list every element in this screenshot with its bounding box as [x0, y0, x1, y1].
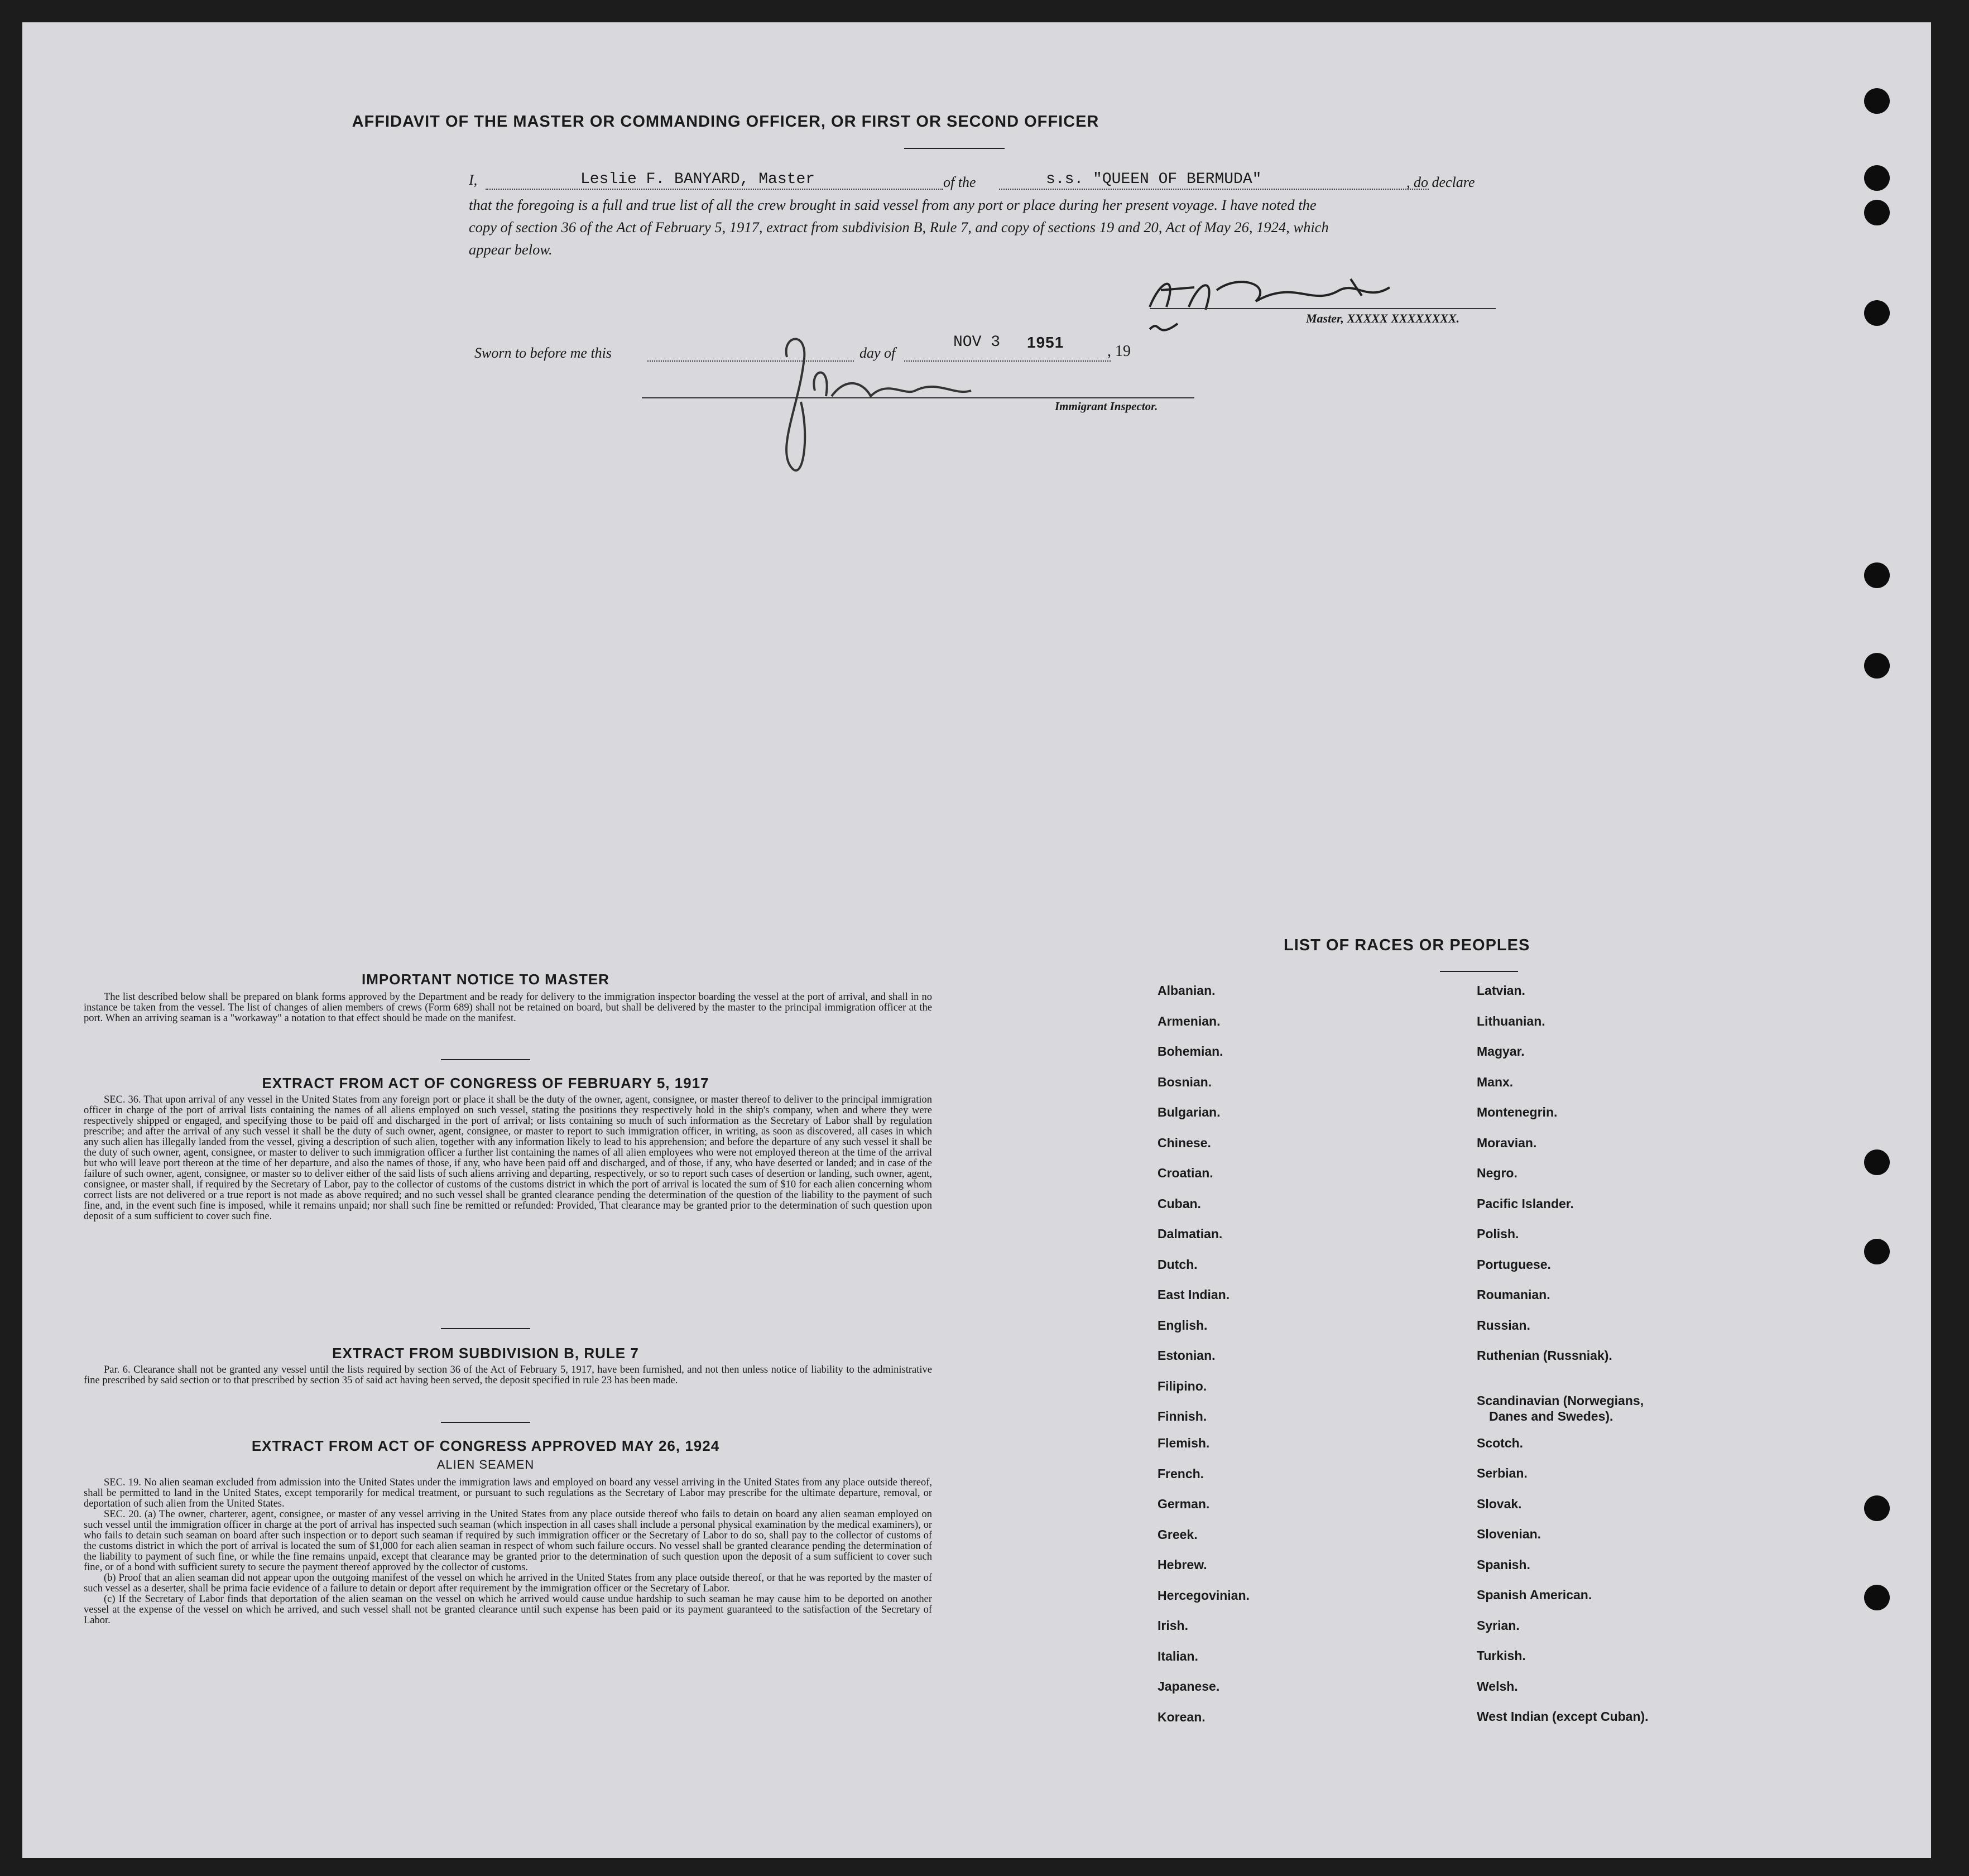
punch-hole	[1864, 1585, 1890, 1610]
race-item: Irish.	[1158, 1618, 1188, 1633]
inspector-label: Immigrant Inspector.	[1055, 400, 1158, 413]
of-the-label: of the	[943, 174, 976, 190]
sec19-paragraph: SEC. 19. No alien seaman excluded from admission into the United States under the immigration laws and employed on board any vessel arriving in the United States from any place outside thereof, shall be permitted to land in the United States, except temporarily for medical treatment, or pursuant to such regulations as the Secretary of Labor may prescribe for the ultimate departure, removal, or deportation of such alien from the United States.	[84, 1477, 932, 1509]
extract-1924-text	[84, 1478, 932, 1626]
race-item: Dutch.	[1158, 1257, 1198, 1272]
race-item: Lithuanian.	[1477, 1013, 1545, 1028]
punch-hole	[1864, 165, 1890, 191]
race-item: Polish.	[1477, 1226, 1519, 1241]
race-item: Danes and Swedes).	[1489, 1408, 1613, 1423]
race-item: Moravian.	[1477, 1135, 1537, 1150]
race-item: Dalmatian.	[1158, 1226, 1223, 1241]
do-declare-label: , do declare	[1406, 174, 1475, 190]
year-stamp: 1951	[1027, 334, 1064, 351]
affidavit-title: AFFIDAVIT OF THE MASTER OR COMMANDING OFFICER, OR FIRST OR SECOND OFFICER	[352, 113, 1099, 131]
sec20a-paragraph: SEC. 20. (a) The owner, charterer, agent, consignee, or master of any vessel arriving in the United States from any place outside thereof who fails to detain on board any alien seaman employed on such vessel until the immigration officer in charge at the port of arrival has inspected such seaman (which inspection in all cases shall include a personal physical examination by the medical examiners), or who fails to detain such seaman on board after such inspection or to deport such seaman if required by such immigration officer or the Secretary of Labor to do so, shall pay to the collector of customs of the customs district in which the port of arrival is located the sum of $1,000 for each alien seaman in respect of whom such failure occurs. No vessel shall be granted clearance pending the determination of the liability to payment of such fine, or while the fine remains unpaid, except that clearance may be granted prior to the determination of such question upon the deposit of a sum sufficient to cover such fine, or of a bond with sufficient surety to secure the payment thereof approved by the collector of customs.	[84, 1509, 932, 1573]
rule7-heading: EXTRACT FROM SUBDIVISION B, RULE 7	[332, 1345, 639, 1362]
sec20c-paragraph: (c) If the Secretary of Labor finds that deportation of the alien seaman on the vessel on which he arrived would cause undue hardship to such seaman he may cause him to be deported on another vessel at the expense of the vessel on which he arrived, and such vessel shall not be granted clearance until such expense has been paid or its payment guaranteed to the satisfaction of the Secretary of Labor.	[84, 1594, 932, 1626]
race-item: Turkish.	[1477, 1648, 1526, 1663]
race-item: Pacific Islander.	[1477, 1196, 1574, 1211]
race-item: Manx.	[1477, 1074, 1514, 1089]
race-item: Scotch.	[1477, 1435, 1524, 1450]
race-item: Portuguese.	[1477, 1257, 1551, 1272]
race-item: Scandinavian (Norwegians,	[1477, 1393, 1644, 1408]
sworn-label: Sworn to before me this	[474, 345, 612, 361]
race-item: Roumanian.	[1477, 1287, 1550, 1302]
master-label: Master, XXXXX XXXXXXXX.	[1306, 311, 1460, 325]
race-item: Slovak.	[1477, 1496, 1522, 1511]
extract-1924-heading: EXTRACT FROM ACT OF CONGRESS APPROVED MAY 26, 1924	[251, 1437, 720, 1454]
punch-hole	[1864, 1149, 1890, 1175]
affidavit-text-line: copy of section 36 of the Act of February 5, 1917, extract from subdivision B, Rule 7, and copy of sections 19 and 20, Act of May 26, 1924, which	[469, 219, 1329, 235]
master-name-field: Leslie F. BANYARD, Master	[580, 171, 815, 188]
divider	[904, 148, 1005, 149]
race-item: Negro.	[1477, 1166, 1517, 1180]
race-item: Filipino.	[1158, 1378, 1207, 1393]
punch-hole	[1864, 200, 1890, 225]
race-item: Bulgarian.	[1158, 1105, 1221, 1119]
punch-hole	[1864, 1495, 1890, 1521]
extract-1917-text	[84, 1095, 932, 1222]
race-item: Bohemian.	[1158, 1044, 1223, 1059]
sec36-paragraph: SEC. 36. That upon arrival of any vessel in the United States from any foreign port or place it shall be the duty of the owner, agent, consignee, or master thereof to deliver to the principal immigration officer in charge of the port of arrival lists containing the names of all aliens employed on such vessel, stating the positions they respectively hold in the ship's company, when and where they were respectively shipped or engaged, and specifying those to be paid off and discharged in the port of arrival; or lists containing so much of such information as the Secretary of Labor shall by regulation prescribe; and after the arrival of any such vessel it shall be the duty of such owner, agent, consignee, or master to report to such immigration officer, in writing, as soon as discovered, all cases in which any such alien has illegally landed from the vessel, giving a description of such alien, together with any information likely to lead to his apprehension; and before the departure of any such vessel it shall be the duty of such owner, agent, consignee, or master to deliver to such immigration officer a further list containing the names of all alien employees who were not employed thereon at the time of the arrival but who will leave port thereon at the time of her departure, and also the names of those, if any, who have been paid off and discharged, and of those, if any, who have deserted or landed; and in case of the failure of such owner, agent, consignee, or master so to deliver either of the said lists of such aliens arriving and departing, respectively, or so to report such cases of desertion or landing, such owner, agent, consignee, or master shall, if required by the Secretary of Labor, pay to the collector of customs of the customs district in which the port of arrival is located the sum of $10 for each alien concerning whom correct lists are not delivered or a true report is not made as above required; and no such vessel shall be granted clearance pending the determination of the question of the liability to the payment of such fine, and, in the event such fine is imposed, while it remains unpaid; nor shall such fine be remitted or refunded: Provided, That clearance may be granted prior to the determination of such question upon deposit of a sum sufficient to cover such fine.	[84, 1094, 932, 1222]
punch-hole	[1864, 562, 1890, 588]
date-stamp: NOV 3	[953, 334, 1001, 351]
race-item: Syrian.	[1477, 1618, 1520, 1633]
race-item: Hercegovinian.	[1158, 1588, 1250, 1603]
race-item: Japanese.	[1158, 1679, 1220, 1694]
year-prefix: , 19	[1107, 343, 1131, 360]
race-item: Italian.	[1158, 1648, 1198, 1663]
race-item: Russian.	[1477, 1317, 1530, 1333]
race-item: Slovenian.	[1477, 1527, 1541, 1541]
rule7-text	[84, 1365, 932, 1386]
day-of-label: day of	[859, 345, 896, 361]
notice-heading: IMPORTANT NOTICE TO MASTER	[362, 971, 609, 988]
notice-text	[84, 992, 932, 1024]
race-item: Bosnian.	[1158, 1074, 1212, 1089]
race-item: Armenian.	[1158, 1013, 1221, 1028]
race-item: Spanish.	[1477, 1557, 1530, 1572]
race-item: Latvian.	[1477, 983, 1525, 998]
race-item: Cuban.	[1158, 1196, 1201, 1211]
document-page	[22, 22, 1931, 1858]
extract-1917-heading: EXTRACT FROM ACT OF CONGRESS OF FEBRUARY 5, 1917	[262, 1075, 709, 1091]
punch-hole	[1864, 653, 1890, 679]
race-item: Estonian.	[1158, 1348, 1216, 1363]
vessel-name-field: s.s. "QUEEN OF BERMUDA"	[1046, 171, 1262, 188]
race-item: Finnish.	[1158, 1409, 1207, 1423]
affidavit-text-line: that the foregoing is a full and true list of all the crew brought in said vessel from any port or place during her present voyage. I have noted the	[469, 196, 1317, 213]
race-item: Greek.	[1158, 1527, 1198, 1542]
races-left-column	[1158, 983, 1250, 1740]
alien-seamen-subheading: ALIEN SEAMEN	[436, 1457, 535, 1471]
race-item: Ruthenian (Russniak).	[1477, 1348, 1612, 1363]
race-item: Chinese.	[1158, 1135, 1211, 1150]
race-item: Croatian.	[1158, 1166, 1213, 1180]
race-item: Montenegrin.	[1477, 1105, 1558, 1119]
inspector-signature	[770, 324, 1005, 480]
race-item: East Indian.	[1158, 1287, 1230, 1302]
pronoun-label: I,	[469, 172, 478, 188]
affidavit-text-line: appear below.	[469, 241, 553, 258]
race-item: Welsh.	[1477, 1678, 1518, 1694]
race-item: West Indian (except Cuban).	[1477, 1709, 1649, 1724]
race-item: Flemish.	[1158, 1436, 1210, 1450]
punch-hole	[1864, 300, 1890, 326]
race-item: Korean.	[1158, 1709, 1206, 1724]
punch-hole	[1864, 88, 1890, 114]
race-item: English.	[1158, 1317, 1208, 1333]
notice-paragraph: The list described below shall be prepared on blank forms approved by the Department and be ready for delivery to the immigration inspector boarding the vessel at the port of arrival, and shall in no instance be taken from the vessel. The list of changes of alien members of crews (Form 689) shall not be retained on board, but shall be delivered by the master to the principal immigration officer at the port. When an arriving seaman is a "workaway" a notation to that effect should be made on the manifest.	[84, 992, 932, 1024]
sec20b-paragraph: (b) Proof that an alien seaman did not appear upon the outgoing manifest of the vessel on which he arrived in the United States from any place outside thereof, or that he was reported by the master of such vessel as a deserter, shall be prima facie evidence of a failure to detain or deport after requirement by the immigration officer or the Secretary of Labor.	[84, 1572, 932, 1594]
race-item: Hebrew.	[1158, 1557, 1207, 1572]
races-right-column	[1477, 983, 1649, 1740]
race-item: Magyar.	[1477, 1044, 1525, 1059]
rule7-paragraph: Par. 6. Clearance shall not be granted any vessel until the lists required by section 36 of the Act of February 5, 1917, have been furnished, and not then unless notice of liability to the administrative fine prescribed by said section or to that prescribed by section 35 of said act having been served, the deposit specified in rule 23 has been made.	[84, 1364, 932, 1386]
race-item: German.	[1158, 1497, 1210, 1511]
race-item: Serbian.	[1477, 1466, 1528, 1480]
races-heading: LIST OF RACES OR PEOPLES	[1284, 936, 1530, 954]
race-item: Albanian.	[1158, 983, 1216, 998]
punch-hole	[1864, 1239, 1890, 1264]
race-item: French.	[1158, 1466, 1204, 1481]
race-item: Spanish American.	[1477, 1588, 1592, 1602]
